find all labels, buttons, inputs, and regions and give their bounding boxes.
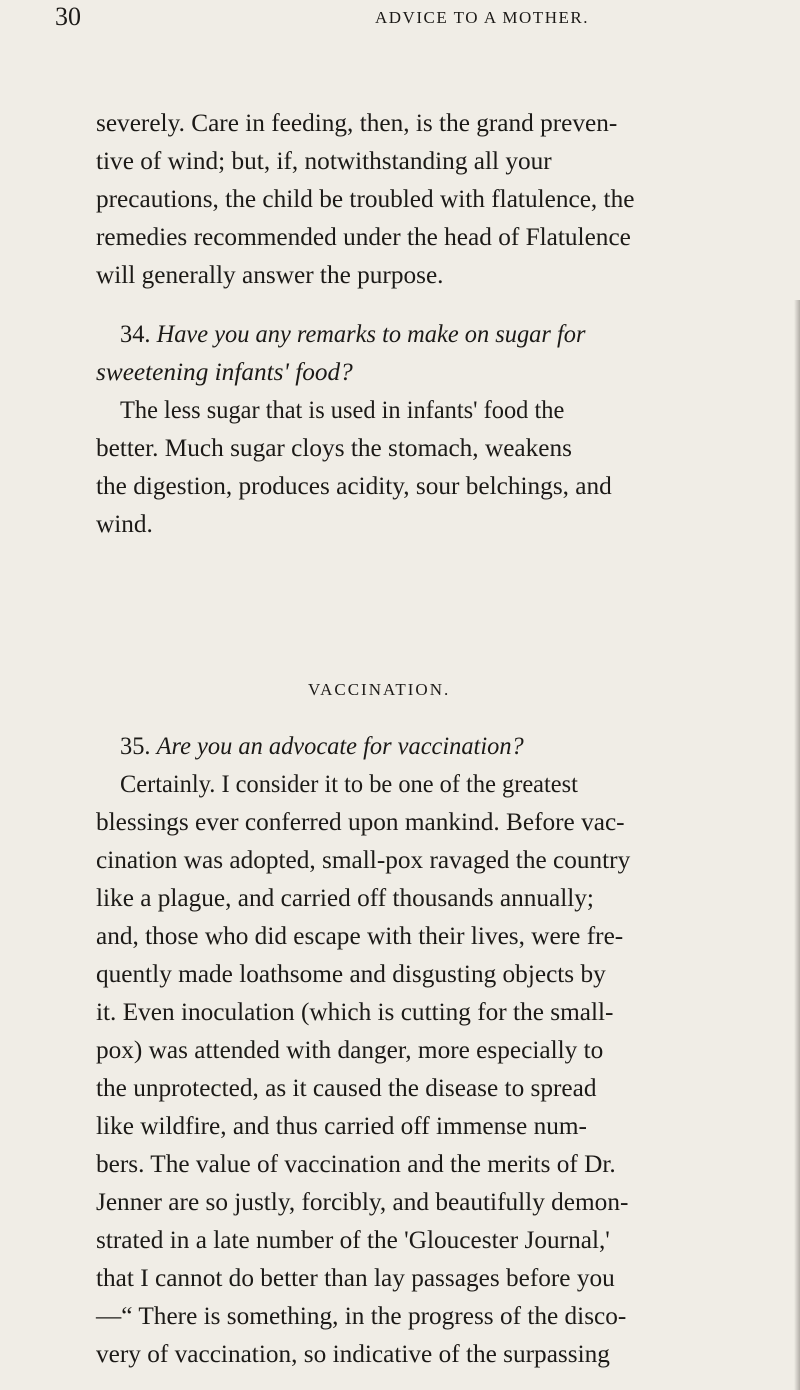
answer-line: very of vaccination, so indicative of the surpassing	[96, 1339, 610, 1368]
answer-line: blessings ever conferred upon mankind. Before vac-	[96, 807, 625, 836]
text-line: tive of wind; but, if, notwithstanding all your	[96, 146, 552, 175]
text-line: severely. Care in feeding, then, is the grand preven-	[96, 108, 618, 137]
page-edge-shadow	[794, 300, 800, 1390]
answer-line: bers. The value of vaccination and the merits of Dr.	[96, 1149, 616, 1178]
answer-line: The less sugar that is used in infants' food the	[120, 395, 565, 424]
answer-line: the unprotected, as it caused the disease to spread	[96, 1073, 597, 1102]
question-text: Have you any remarks to make on sugar for	[156, 319, 586, 348]
answer-line: that I cannot do better than lay passages before you	[96, 1263, 615, 1292]
answer-line: quently made loathsome and disgusting objects by	[96, 959, 606, 988]
answer-line: —“ There is something, in the progress of the disco-	[96, 1301, 627, 1330]
answer-line: strated in a late number of the 'Gloucester Journal,'	[96, 1225, 610, 1254]
section-heading: VACCINATION.	[308, 680, 451, 699]
answer-line: Jenner are so justly, forcibly, and beautifully demon-	[96, 1187, 629, 1216]
text-line: will generally answer the purpose.	[96, 260, 444, 289]
page-header	[55, 0, 775, 40]
answer-line: like a plague, and carried off thousands annually;	[96, 883, 594, 912]
text-line: precautions, the child be troubled with flatulence, the	[96, 184, 635, 213]
answer-line: Certainly. I consider it to be one of the greatest	[120, 769, 578, 798]
answer-line: the digestion, produces acidity, sour belchings, and	[96, 471, 612, 500]
question-34-line	[120, 319, 790, 349]
page-number: 30	[55, 2, 81, 31]
answer-line: wind.	[96, 509, 153, 538]
answer-line: it. Even inoculation (which is cutting for the small-	[96, 997, 614, 1026]
question-number: 35.	[120, 731, 151, 760]
text-line: remedies recommended under the head of Flatulence	[96, 222, 631, 251]
question-35-line	[120, 731, 790, 761]
running-head: ADVICE TO A MOTHER.	[375, 8, 589, 27]
answer-line: and, those who did escape with their lives, were fre-	[96, 921, 624, 950]
answer-line: better. Much sugar cloys the stomach, weakens	[96, 433, 572, 462]
answer-line: cination was adopted, small-pox ravaged the country	[96, 845, 631, 874]
answer-line: like wildfire, and thus carried off immense num-	[96, 1111, 587, 1140]
question-text: sweetening infants' food?	[96, 357, 353, 386]
question-number: 34.	[120, 319, 151, 348]
answer-line: pox) was attended with danger, more especially to	[96, 1035, 604, 1064]
question-text: Are you an advocate for vaccination?	[156, 731, 524, 760]
